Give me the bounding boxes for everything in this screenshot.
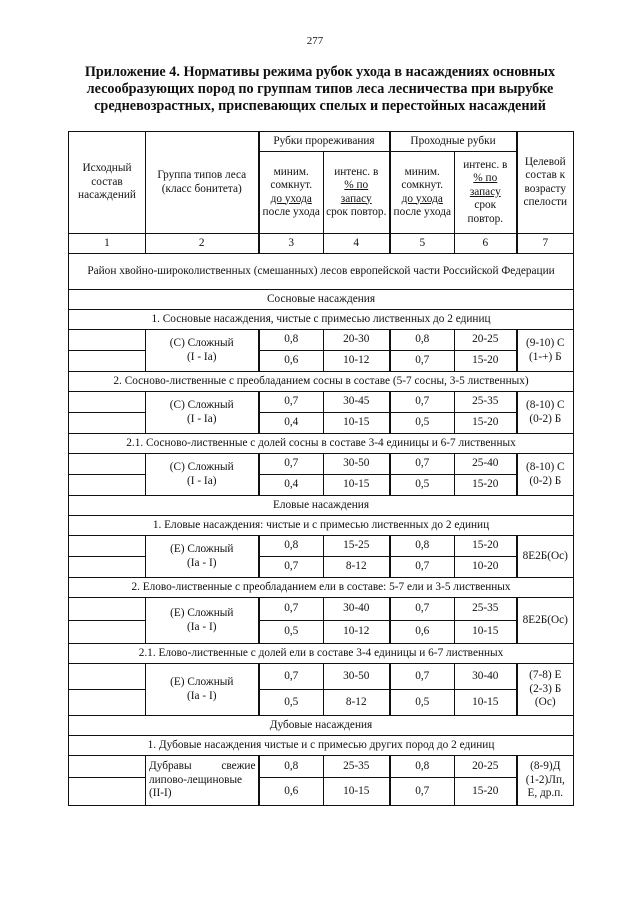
empty-cell <box>69 598 146 621</box>
group-heading: 2. Елово-лиственные с преобладанием ели в составе: 5-7 ели и 3-5 лиственных <box>69 578 574 598</box>
min-closure-thinning: 0,6 <box>259 778 324 806</box>
min-closure-passage: 0,8 <box>390 330 455 351</box>
forest-type-cell: (С) Сложный (I - Ia) <box>146 392 259 434</box>
header-initial-composition: Исходный состав насаждений <box>69 132 146 234</box>
min-closure-passage: 0,5 <box>390 413 455 434</box>
forest-type-cell: (Е) Сложный (Ia - I) <box>146 598 259 644</box>
header-passage-cutting: Проходные рубки <box>390 132 517 152</box>
min-closure-thinning: 0,4 <box>259 475 324 496</box>
header-min-closure-passage: миним. сомкнут. до ухода после ухода <box>390 152 455 234</box>
intensity-thinning: 8-12 <box>324 557 390 578</box>
column-number: 4 <box>324 234 390 254</box>
region-heading: Район хвойно-широколиственных (смешанных) лесов европейской части Российской Федерации <box>69 254 574 290</box>
section-heading-oak: Дубовые насаждения <box>69 716 574 736</box>
header-thinning: Рубки прореживания <box>259 132 390 152</box>
target-composition: (8-10) С (0-2) Б <box>517 454 574 496</box>
group-heading: 2. Сосново-лиственные с преобладанием сосны в составе (5-7 сосны, 3-5 лиственных) <box>69 372 574 392</box>
min-closure-thinning: 0,4 <box>259 413 324 434</box>
intensity-thinning: 30-40 <box>324 598 390 621</box>
min-closure-thinning: 0,7 <box>259 664 324 690</box>
intensity-passage: 25-35 <box>455 598 517 621</box>
empty-cell <box>69 621 146 644</box>
intensity-passage: 15-20 <box>455 475 517 496</box>
column-number: 6 <box>455 234 517 254</box>
intensity-passage: 20-25 <box>455 756 517 778</box>
min-closure-passage: 0,7 <box>390 351 455 372</box>
min-closure-thinning: 0,5 <box>259 690 324 716</box>
forest-type-cell: (Е) Сложный (Ia - I) <box>146 536 259 578</box>
forest-type-cell: (С) Сложный (I - Ia) <box>146 330 259 372</box>
intensity-passage: 10-15 <box>455 690 517 716</box>
column-number: 2 <box>146 234 259 254</box>
empty-cell <box>69 557 146 578</box>
intensity-thinning: 10-15 <box>324 778 390 806</box>
column-number: 3 <box>259 234 324 254</box>
column-number: 7 <box>517 234 574 254</box>
section-heading-pine: Сосновые насаждения <box>69 290 574 310</box>
intensity-thinning: 10-15 <box>324 413 390 434</box>
intensity-thinning: 10-12 <box>324 621 390 644</box>
header-min-closure-thinning: миним. сомкнут. до ухода после ухода <box>259 152 324 234</box>
target-composition: (8-10) С (0-2) Б <box>517 392 574 434</box>
min-closure-passage: 0,8 <box>390 536 455 557</box>
min-closure-thinning: 0,8 <box>259 536 324 557</box>
group-heading: 1. Еловые насаждения: чистые и с примесью лиственных до 2 единиц <box>69 516 574 536</box>
empty-cell <box>69 664 146 690</box>
min-closure-passage: 0,6 <box>390 621 455 644</box>
min-closure-thinning: 0,7 <box>259 557 324 578</box>
forest-type-cell: Дубравы свежие липово-лещиновые (II-I) <box>146 756 259 806</box>
section-heading-spruce: Еловые насаждения <box>69 496 574 516</box>
empty-cell <box>69 690 146 716</box>
target-composition: 8Е2Б(Ос) <box>517 536 574 578</box>
intensity-passage: 30-40 <box>455 664 517 690</box>
min-closure-passage: 0,7 <box>390 598 455 621</box>
min-closure-thinning: 0,7 <box>259 392 324 413</box>
intensity-passage: 25-40 <box>455 454 517 475</box>
intensity-thinning: 10-15 <box>324 475 390 496</box>
min-closure-passage: 0,5 <box>390 690 455 716</box>
header-forest-type-group: Группа типов леса (класс бонитета) <box>146 132 259 234</box>
intensity-passage: 20-25 <box>455 330 517 351</box>
forest-type-cell: (С) Сложный (I - Ia) <box>146 454 259 496</box>
page-number: 277 <box>306 35 324 47</box>
empty-cell <box>69 330 146 351</box>
empty-cell <box>69 351 146 372</box>
intensity-thinning: 8-12 <box>324 690 390 716</box>
empty-cell <box>69 756 146 778</box>
min-closure-thinning: 0,8 <box>259 330 324 351</box>
empty-cell <box>69 475 146 496</box>
empty-cell <box>69 392 146 413</box>
group-heading: 2.1. Елово-лиственные с долей ели в составе 3-4 единицы и 6-7 лиственных <box>69 644 574 664</box>
intensity-passage: 15-20 <box>455 778 517 806</box>
min-closure-passage: 0,7 <box>390 454 455 475</box>
intensity-thinning: 25-35 <box>324 756 390 778</box>
group-heading: 1. Дубовые насаждения чистые и с примесью других пород до 2 единиц <box>69 736 574 756</box>
group-heading: 1. Сосновые насаждения, чистые с примесью лиственных до 2 единиц <box>69 310 574 330</box>
intensity-thinning: 20-30 <box>324 330 390 351</box>
header-target-composition: Целевой состав к возрасту спелости <box>517 132 574 234</box>
header-intensity-thinning: интенс. в % по запасу срок повтор. <box>324 152 390 234</box>
min-closure-thinning: 0,6 <box>259 351 324 372</box>
min-closure-passage: 0,7 <box>390 392 455 413</box>
intensity-passage: 25-35 <box>455 392 517 413</box>
min-closure-passage: 0,8 <box>390 756 455 778</box>
forest-type-cell: (Е) Сложный (Ia - I) <box>146 664 259 716</box>
intensity-thinning: 15-25 <box>324 536 390 557</box>
header-intensity-passage: интенс. в % по запасу срок повтор. <box>455 152 517 234</box>
target-composition: 8Е2Б(Ос) <box>517 598 574 644</box>
intensity-passage: 15-20 <box>455 351 517 372</box>
intensity-passage: 15-20 <box>455 413 517 434</box>
min-closure-thinning: 0,5 <box>259 621 324 644</box>
column-number: 1 <box>69 234 146 254</box>
page-title: Приложение 4. Нормативы режима рубок ухода в насаждениях основных лесообразующих пород по группам типов леса лесничества при вырубке средневозрастных, приспевающих спелых и перестойных насаждений <box>84 64 556 114</box>
target-composition: (9-10) С (1-+) Б <box>517 330 574 372</box>
norms-table <box>68 131 574 806</box>
min-closure-thinning: 0,7 <box>259 598 324 621</box>
min-closure-passage: 0,5 <box>390 475 455 496</box>
min-closure-thinning: 0,7 <box>259 454 324 475</box>
min-closure-thinning: 0,8 <box>259 756 324 778</box>
min-closure-passage: 0,7 <box>390 664 455 690</box>
empty-cell <box>69 454 146 475</box>
column-number: 5 <box>390 234 455 254</box>
min-closure-passage: 0,7 <box>390 778 455 806</box>
min-closure-passage: 0,7 <box>390 557 455 578</box>
target-composition: (7-8) Е (2-3) Б (Ос) <box>517 664 574 716</box>
intensity-thinning: 30-45 <box>324 392 390 413</box>
intensity-passage: 10-15 <box>455 621 517 644</box>
group-heading: 2.1. Сосново-лиственные с долей сосны в составе 3-4 единицы и 6-7 лиственных <box>69 434 574 454</box>
intensity-passage: 15-20 <box>455 536 517 557</box>
target-composition: (8-9)Д (1-2)Лп, Е, др.п. <box>517 756 574 806</box>
intensity-thinning: 30-50 <box>324 664 390 690</box>
empty-cell <box>69 413 146 434</box>
intensity-thinning: 10-12 <box>324 351 390 372</box>
intensity-passage: 10-20 <box>455 557 517 578</box>
intensity-thinning: 30-50 <box>324 454 390 475</box>
empty-cell <box>69 536 146 557</box>
column-numbers-row <box>69 234 574 254</box>
empty-cell <box>69 778 146 806</box>
